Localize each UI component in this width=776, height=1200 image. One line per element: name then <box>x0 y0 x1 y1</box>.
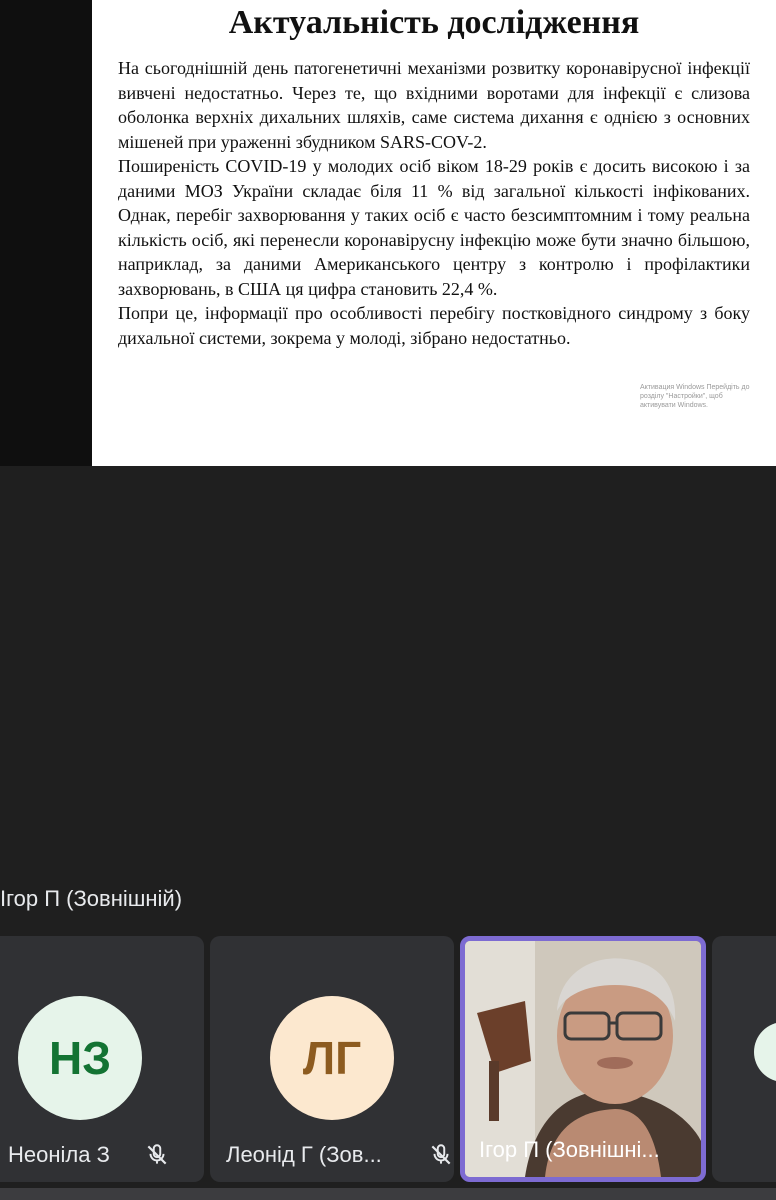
participant-name: Неоніла З <box>8 1142 110 1167</box>
slide-paragraph-2: Поширеність COVID-19 у молодих осіб віком 18-29 років є досить високою і за даними МОЗ України складає біля 11 % від загальної кількості інфікованих. Однак, перебіг захворювання у таких осіб є часто безсимптомним і тому реальна кількість осіб, які перенесли коронавірусну інфекцію може бути значно більшою, наприклад, за даними Американського центру з контролю і профілактики захворювань, в США ця цифра становить 22,4 %. <box>118 156 750 299</box>
avatar <box>18 996 142 1120</box>
avatar <box>270 996 394 1120</box>
avatar-initials: ЛГ <box>302 1032 362 1084</box>
shared-presentation-slide <box>92 0 776 466</box>
microphone-off-icon <box>144 1142 170 1168</box>
participant-tile-offscreen[interactable] <box>712 936 776 1182</box>
avatar-initials: НЗ <box>48 1032 112 1084</box>
bottom-bar <box>0 1188 776 1200</box>
participant-name: Леонід Г (Зов... <box>226 1142 382 1167</box>
left-dark-strip <box>0 0 92 466</box>
presenter-name-label: Ігор П (Зовнішній) <box>0 886 183 911</box>
avatar <box>754 1022 776 1082</box>
participant-tiles <box>0 936 776 1182</box>
windows-activation-watermark: Активация Windows Перейдіть до розділу "Настройки", щоб активувати Windows. <box>640 384 750 409</box>
participant-tile-igor-video[interactable] <box>460 936 706 1182</box>
participant-name: Ігор П (Зовнішні... <box>479 1137 660 1162</box>
participant-tile-neonila[interactable] <box>0 936 204 1182</box>
participant-tile-leonid[interactable] <box>210 936 454 1182</box>
slide-title: Актуальність дослідження <box>228 4 640 41</box>
slide-paragraph-1: На сьогоднішній день патогенетичні механізми розвитку коронавірусної інфекції вивчені недостатньо. Через те, що вхідними воротами для інфекції є слизова оболонка верхніх дихальних шляхів, саме система дихання є однією з основних мішеней при ураженні збудником SARS-COV-2. <box>118 58 750 152</box>
slide-paragraph-3: Попри це, інформації про особливості перебігу постковідного синдрому з боку дихальної системи, зокрема у молоді, зібрано недостатньо. <box>118 303 750 348</box>
slide-body <box>118 56 750 350</box>
microphone-off-icon <box>428 1142 454 1168</box>
